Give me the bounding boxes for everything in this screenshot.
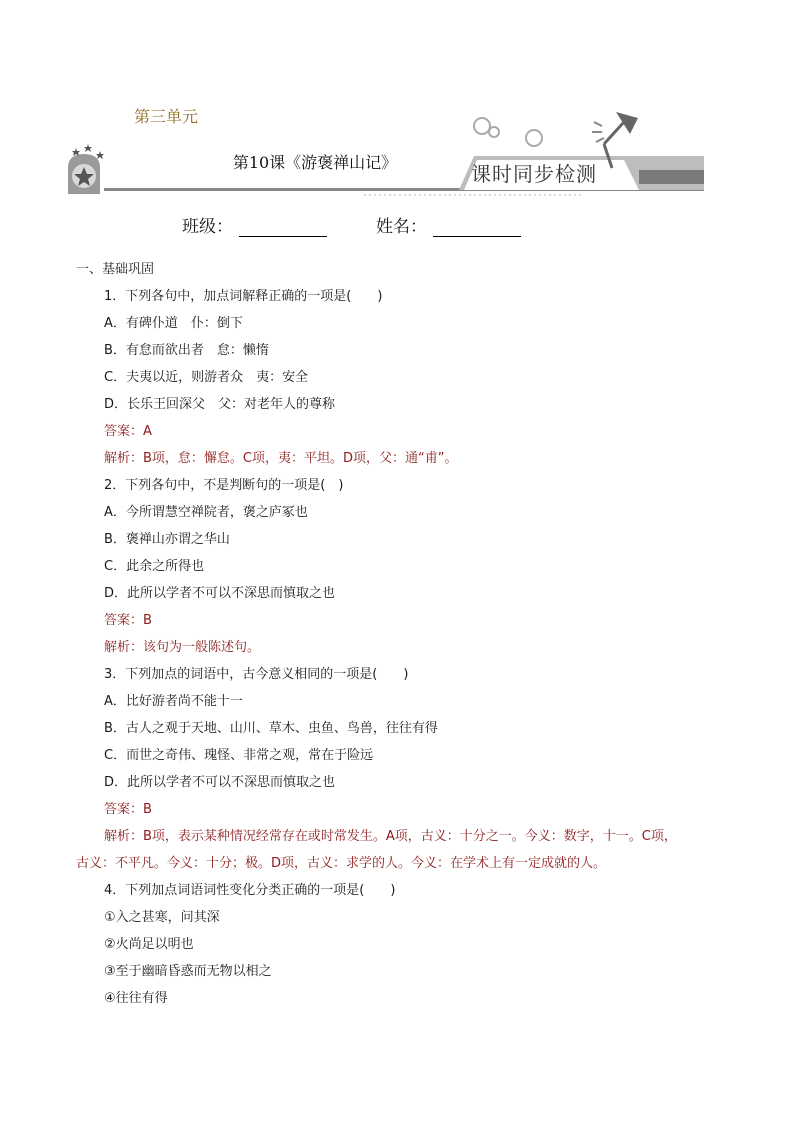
name-label: 姓名： bbox=[376, 217, 427, 237]
option: C．夫夷以近，则游者众 夷：安全 bbox=[104, 370, 309, 385]
option: A．今所谓慧空禅院者，褒之庐冢也 bbox=[104, 505, 308, 520]
lesson-title: 第10课《游褒禅山记》 bbox=[232, 153, 398, 172]
list-item: ②火尚足以明也 bbox=[104, 937, 194, 952]
option: A．比好游者尚不能十一 bbox=[104, 694, 243, 709]
analysis: 解析：该句为一般陈述句。 bbox=[104, 640, 261, 655]
list-item: ③至于幽暗昏惑而无物以相之 bbox=[104, 964, 272, 979]
question-stem: 1．下列各句中，加点词解释正确的一项是( ) bbox=[104, 289, 383, 304]
option: B．有怠而欲出者 怠：懒惰 bbox=[104, 343, 269, 358]
option: D．长乐王回深父 父：对老年人的尊称 bbox=[104, 397, 336, 412]
analysis-line-1: 解析：B项，表示某种情况经常存在或时常发生。A项，古义：十分之一。今义：数字，十一。C项， bbox=[104, 829, 677, 844]
class-field bbox=[182, 212, 327, 237]
section-heading: 一、基础巩固 bbox=[76, 262, 155, 277]
answer: 答案：B bbox=[104, 802, 152, 817]
option: D．此所以学者不可以不深思而慎取之也 bbox=[104, 586, 336, 601]
name-blank bbox=[433, 218, 521, 237]
option: C．而世之奇伟、瑰怪、非常之观，常在于险远 bbox=[104, 748, 374, 763]
answer: 答案：A bbox=[104, 424, 152, 439]
list-item: ①入之甚寒，问其深 bbox=[104, 910, 220, 925]
question-stem: 3．下列加点的词语中，古今意义相同的一项是( ) bbox=[104, 667, 409, 682]
analysis: 解析：B项，怠：懈怠。C项，夷：平坦。D项，父：通“甫”。 bbox=[104, 451, 458, 466]
list-item: ④往往有得 bbox=[104, 991, 168, 1006]
option: C．此余之所得也 bbox=[104, 559, 205, 574]
name-field bbox=[376, 212, 521, 237]
class-label: 班级： bbox=[182, 217, 233, 237]
option: D．此所以学者不可以不深思而慎取之也 bbox=[104, 775, 336, 790]
worksheet-content bbox=[76, 256, 726, 1012]
unit-label: 第三单元 bbox=[134, 107, 199, 126]
question-stem: 2．下列各句中，不是判断句的一项是( ) bbox=[104, 478, 344, 493]
option: B．褒禅山亦谓之华山 bbox=[104, 532, 230, 547]
section-tag: 课时同步检测 bbox=[471, 162, 597, 186]
class-blank bbox=[239, 218, 327, 237]
option: A．有碑仆道 仆：倒下 bbox=[104, 316, 243, 331]
bubble-icon bbox=[474, 118, 490, 134]
answer: 答案：B bbox=[104, 613, 152, 628]
option: B．古人之观于天地、山川、草木、虫鱼、鸟兽，往往有得 bbox=[104, 721, 438, 736]
question-stem: 4．下列加点词语词性变化分类正确的一项是( ) bbox=[104, 883, 396, 898]
analysis-line-2: 古义：不平凡。今义：十分；极。D项，古义：求学的人。今义：在学术上有一定成就的人。 bbox=[76, 856, 607, 871]
